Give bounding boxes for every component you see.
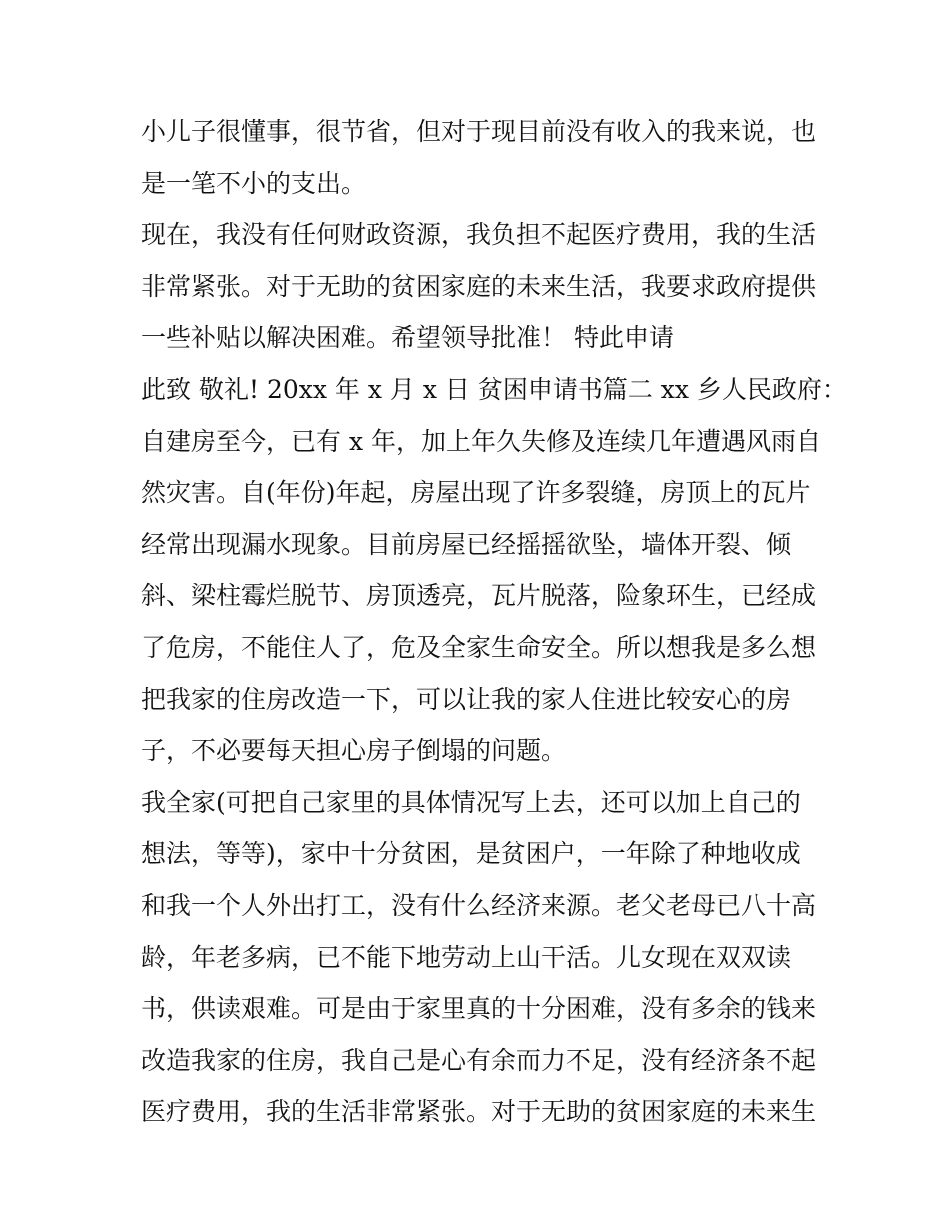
text-line: 小儿子很懂事，很节省，但对于现目前没有收入的我来说，也 <box>141 117 817 146</box>
text-line: 龄，年老多病，已不能下地劳动上山干活。儿女现在双双读 <box>141 942 792 972</box>
text-line: 我全家(可把自己家里的具体情况写上去，还可以加上自己的 <box>141 787 801 817</box>
text-line: 医疗费用，我的生活非常紧张。对于无助的贫困家庭的未来生 <box>141 1097 817 1127</box>
text-line: 改造我家的住房，我自己是心有余而力不足，没有经济条不起 <box>141 1045 817 1075</box>
text-line: 然灾害。自(年份)年起，房屋出现了许多裂缝，房顶上的瓦片 <box>141 478 811 508</box>
text-line: 和我一个人外出打工，没有什么经济来源。老父老母已八十高 <box>141 890 817 920</box>
text-line: 此致 敬礼! 20xx 年 x 月 x 日 贫困申请书篇二 xx 乡人民政府： <box>141 374 847 404</box>
text-line: 经常出现漏水现象。目前房屋已经摇摇欲坠，墙体开裂、倾 <box>141 529 792 559</box>
document-body <box>141 106 847 1138</box>
text-line: 一些补贴以解决困难。希望领导批准！ 特此申请 <box>141 323 674 353</box>
text-line: 是一笔不小的支出。 <box>141 168 367 198</box>
text-line: 了危房，不能住人了，危及全家生命安全。所以想我是多么想 <box>141 632 817 662</box>
text-line: 非常紧张。对于无助的贫困家庭的未来生活，我要求政府提供 <box>141 271 817 301</box>
text-line: 自建房至今，已有 x 年，加上年久失修及连续几年遭遇风雨自 <box>141 426 821 456</box>
text-line: 现在，我没有任何财政资源，我负担不起医疗费用，我的生活 <box>141 220 817 250</box>
text-line: 斜、梁柱霉烂脱节、房顶透亮，瓦片脱落，险象环生，已经成 <box>141 581 817 611</box>
text-line: 子，不必要每天担心房子倒塌的问题。 <box>141 736 567 766</box>
text-line: 想法，等等)，家中十分贫困，是贫困户，一年除了种地收成 <box>141 839 801 869</box>
text-line: 把我家的住房改造一下，可以让我的家人住进比较安心的房 <box>141 684 792 714</box>
text-line: 书，供读艰难。可是由于家里真的十分困难，没有多余的钱来 <box>141 994 817 1024</box>
